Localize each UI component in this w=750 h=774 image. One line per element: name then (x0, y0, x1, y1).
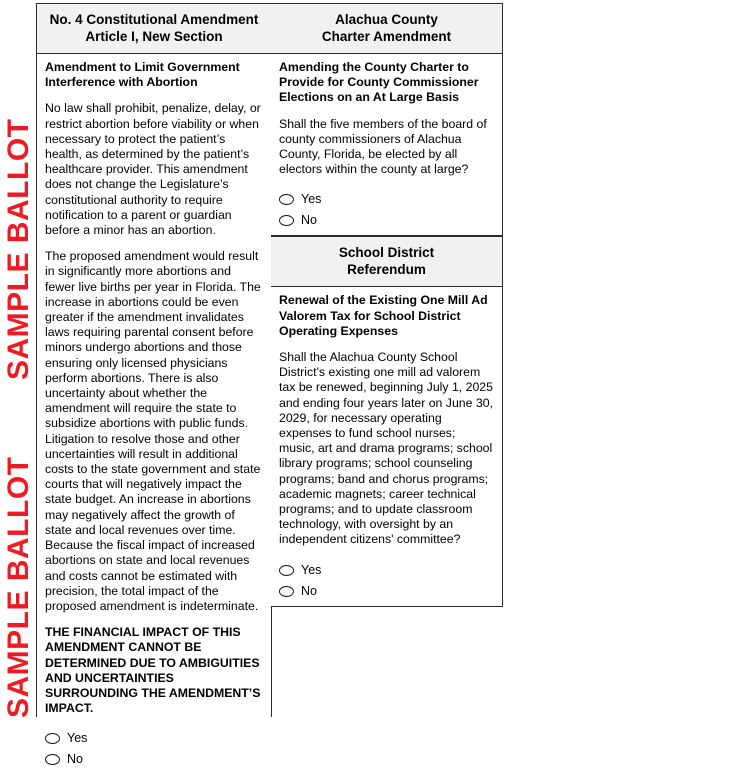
contest-body-county-charter (271, 54, 502, 235)
vote-oval-icon[interactable] (279, 215, 294, 226)
vote-oval-icon[interactable] (279, 586, 294, 597)
contest-paragraph-1: No law shall prohibit, penalize, delay, or restrict abortion before viability or when necessary to protect the patient’s health, as determined by the patient’s healthcare provider. This amendment does not change the Legislature’s constitutional authority to require notification to a parent or guardian before a minor has an abortion. (45, 101, 261, 238)
contest-header-line-2: Referendum (347, 262, 426, 278)
option-label: No (301, 583, 317, 598)
vote-oval-icon[interactable] (279, 194, 294, 205)
contest-header-line-1: Alachua County (335, 12, 438, 27)
contest-paragraph-2: The proposed amendment would result in significantly more abortions and fewer live births per year in Florida. The increase in abortions could be even greater if the amendment invalidates laws requiring parental consent before minors undergo abortions and those ensuring only licensed physicians perform abortions. There is also uncertainty about whether the amendment will require the state to subsidize abortions with public funds. Litigation to resolve those and other uncertainties will result in additional costs to the state government and state courts that will negatively impact the state budget. An increase in abortions may negatively affect the growth of state and local revenues over time. Because the fiscal impact of increased abortions on state and local revenues and costs cannot be estimated with precision, the total impact of the proposed amendment is indeterminate. (45, 249, 261, 613)
contest-header-county-charter (271, 4, 502, 54)
sample-ballot-watermark-strip (0, 0, 36, 720)
contest-body-amendment-4 (37, 54, 271, 774)
contest-instruction: Amendment to Limit Government Interference with Abortion (45, 60, 240, 90)
option-yes[interactable] (45, 732, 263, 745)
option-yes[interactable] (279, 564, 494, 577)
option-label: Yes (67, 731, 88, 746)
contest-header-amendment-4 (37, 4, 271, 54)
sample-ballot-watermark-top: SAMPLE BALLOT (2, 118, 35, 380)
contest-header-line-2: Charter Amendment (321, 29, 452, 44)
ballot-column-right (271, 3, 502, 717)
contest-body-school-district (271, 287, 502, 605)
contest-header-line-2: Article I, New Section (85, 29, 223, 44)
contest-options-school-district (279, 564, 494, 598)
vote-oval-icon[interactable] (45, 754, 60, 765)
option-label: Yes (301, 192, 322, 207)
contest-paragraph-1: Shall the Alachua County School District's existing one mill ad valorem tax be renewed, beginning July 1, 2025 and ending four years later on June 30, 2029, for necessary operating expenses to fund school nurses; music, art and drama programs; school library programs; school counseling programs; band and chorus programs; academic magnets; career technical programs; and to update classroom technology, with oversight by an independent citizens' committee? (279, 350, 493, 547)
contest-header-school-district (271, 237, 502, 287)
option-no[interactable] (279, 214, 494, 227)
ballot-column-left (36, 3, 271, 767)
vote-oval-icon[interactable] (279, 565, 294, 576)
option-no[interactable] (279, 585, 494, 598)
option-yes[interactable] (279, 193, 494, 206)
contest-options-amendment-4 (45, 732, 263, 766)
contest-instruction: Amending the County Charter to Provide for County Commissioner Elections on an At Large Basis (279, 60, 479, 105)
contest-header-line-1: School District (338, 245, 435, 261)
contest-financial-impact-statement: THE FINANCIAL IMPACT OF THIS AMENDMENT CANNOT BE DETERMINED DUE TO AMBIGUITIES AND UNCERTAINTIES SURROUNDING THE AMENDMENT’S IMPACT. (45, 625, 261, 716)
sample-ballot-watermark-bottom: SAMPLE BALLOT (2, 456, 35, 718)
option-label: No (67, 752, 83, 767)
option-no[interactable] (45, 753, 263, 766)
contest-header-line-1: No. 4 Constitutional Amendment (49, 12, 259, 27)
contest-county-charter-amendment (271, 3, 503, 236)
contest-instruction: Renewal of the Existing One Mill Ad Valorem Tax for School District Operating Expenses (279, 293, 488, 338)
ballot-columns (36, 3, 502, 767)
contest-options-county-charter (279, 193, 494, 227)
contest-amendment-4 (37, 4, 271, 774)
vote-oval-icon[interactable] (45, 733, 60, 744)
option-label: Yes (301, 562, 322, 577)
contest-paragraph-1: Shall the five members of the board of county commissioners of Alachua County, Florida, be elected by all electors within the county at large? (279, 116, 487, 177)
contest-school-district-referendum (271, 236, 503, 606)
option-label: No (301, 213, 317, 228)
